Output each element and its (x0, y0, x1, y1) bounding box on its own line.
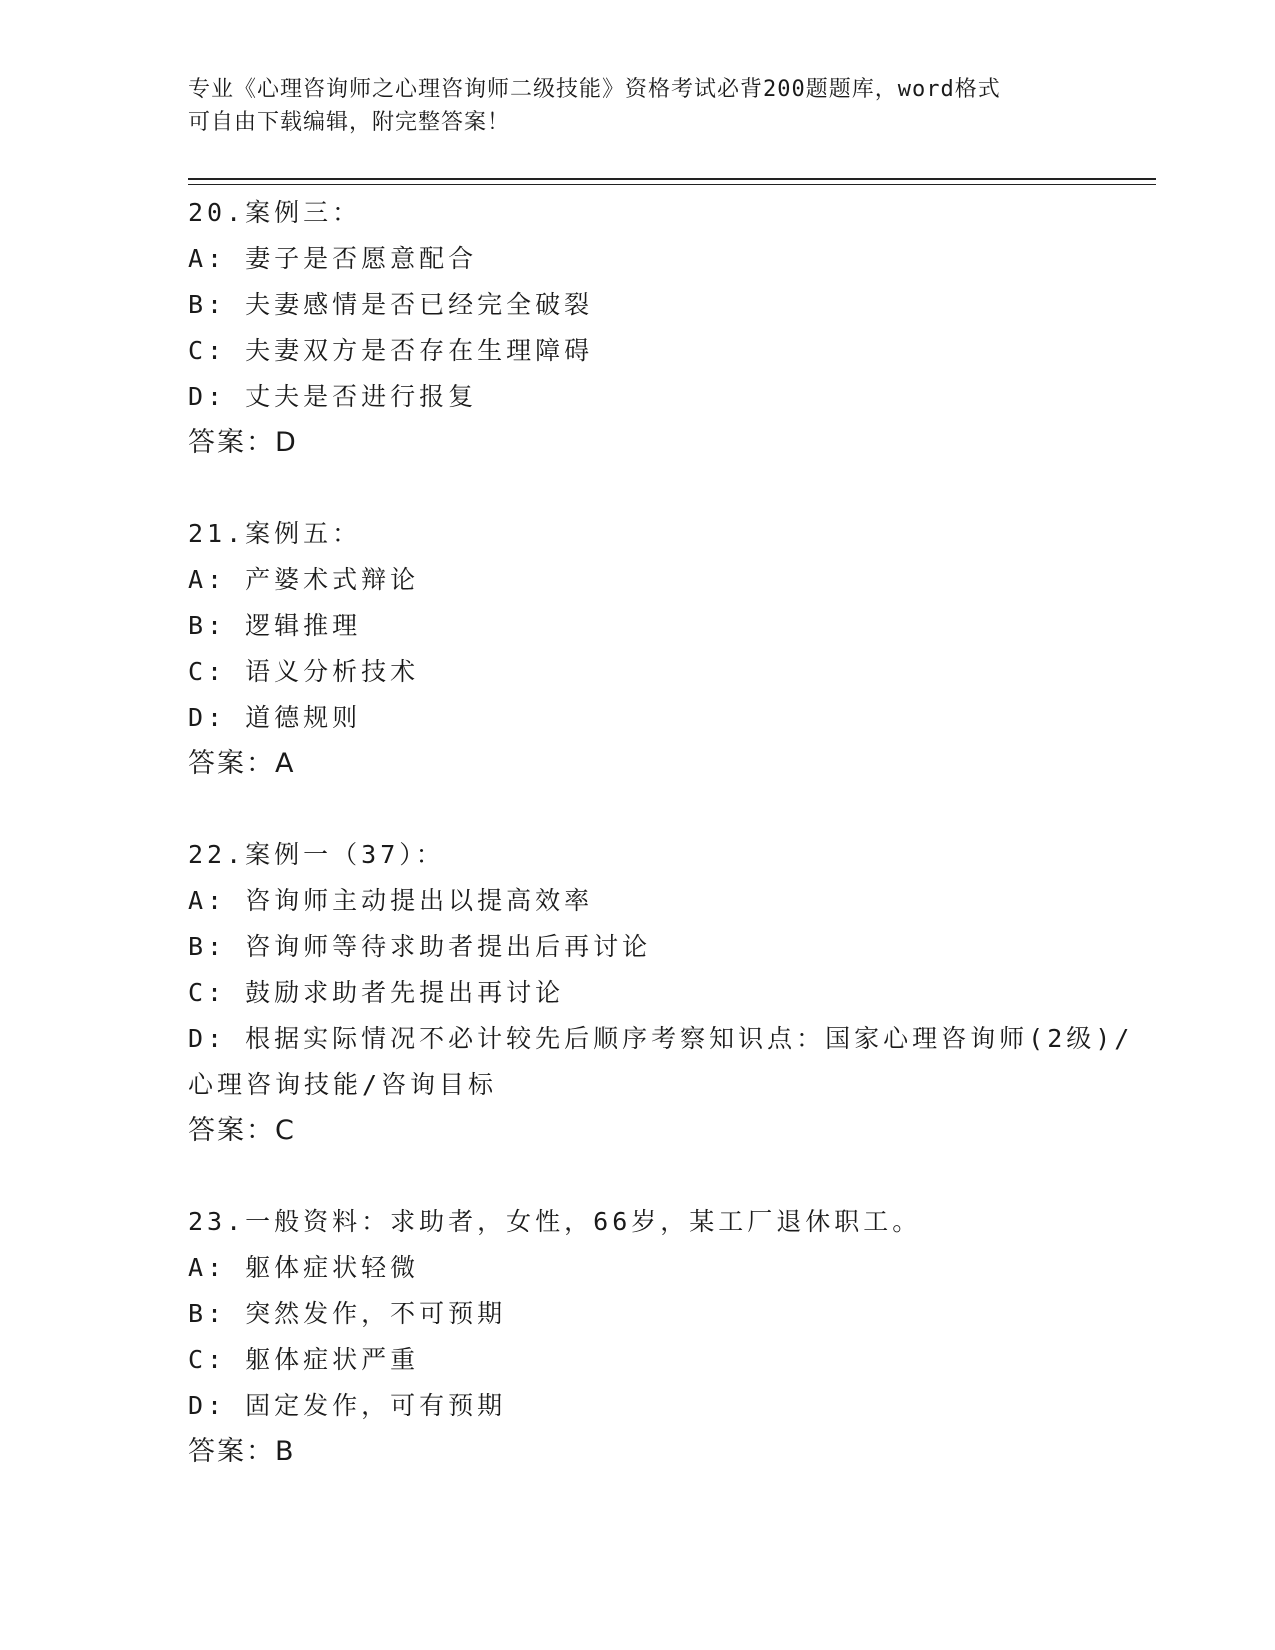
option-d: D: 根据实际情况不必计较先后顺序考察知识点：国家心理咨询师(2级)/心理咨询技能/咨询目标 (188, 1024, 1134, 1099)
header-divider-thin (188, 184, 1156, 185)
answer: 答案：A (188, 748, 296, 779)
option-b: B: 咨询师等待求助者提出后再讨论 (188, 932, 652, 961)
option-a: A: 咨询师主动提出以提高效率 (188, 886, 594, 915)
header-line-1: 专业《心理咨询师之心理咨询师二级技能》资格考试必背200题题库，word格式 (188, 77, 1001, 102)
question-stem: 23.一般资料：求助者，女性，66岁，某工厂退休职工。 (188, 1207, 922, 1236)
option-a: A: 产婆术式辩论 (188, 565, 420, 594)
option-b: B: 夫妻感情是否已经完全破裂 (188, 290, 594, 319)
option-c: C: 躯体症状严重 (188, 1345, 420, 1374)
option-a: A: 妻子是否愿意配合 (188, 244, 478, 273)
question-23 (188, 1199, 1148, 1475)
option-a: A: 躯体症状轻微 (188, 1253, 420, 1282)
answer: 答案：D (188, 427, 298, 458)
question-list (188, 190, 1148, 1520)
option-c: C: 夫妻双方是否存在生理障碍 (188, 336, 594, 365)
option-d: D: 道德规则 (188, 703, 362, 732)
question-20 (188, 190, 1148, 466)
question-22 (188, 832, 1148, 1154)
option-b: B: 突然发作，不可预期 (188, 1299, 507, 1328)
header-divider (188, 178, 1156, 180)
option-c: C: 语义分析技术 (188, 657, 420, 686)
answer: 答案：C (188, 1115, 296, 1146)
question-21 (188, 511, 1148, 787)
question-stem: 21.案例五： (188, 519, 362, 548)
answer: 答案：B (188, 1436, 296, 1467)
option-d: D: 丈夫是否进行报复 (188, 382, 478, 411)
question-stem: 20.案例三： (188, 198, 362, 227)
option-c: C: 鼓励求助者先提出再讨论 (188, 978, 565, 1007)
header-line-2: 可自由下载编辑，附完整答案！ (188, 110, 511, 135)
option-b: B: 逻辑推理 (188, 611, 362, 640)
option-d: D: 固定发作，可有预期 (188, 1391, 507, 1420)
question-stem: 22.案例一（37）： (188, 840, 445, 869)
document-header (188, 73, 1088, 139)
